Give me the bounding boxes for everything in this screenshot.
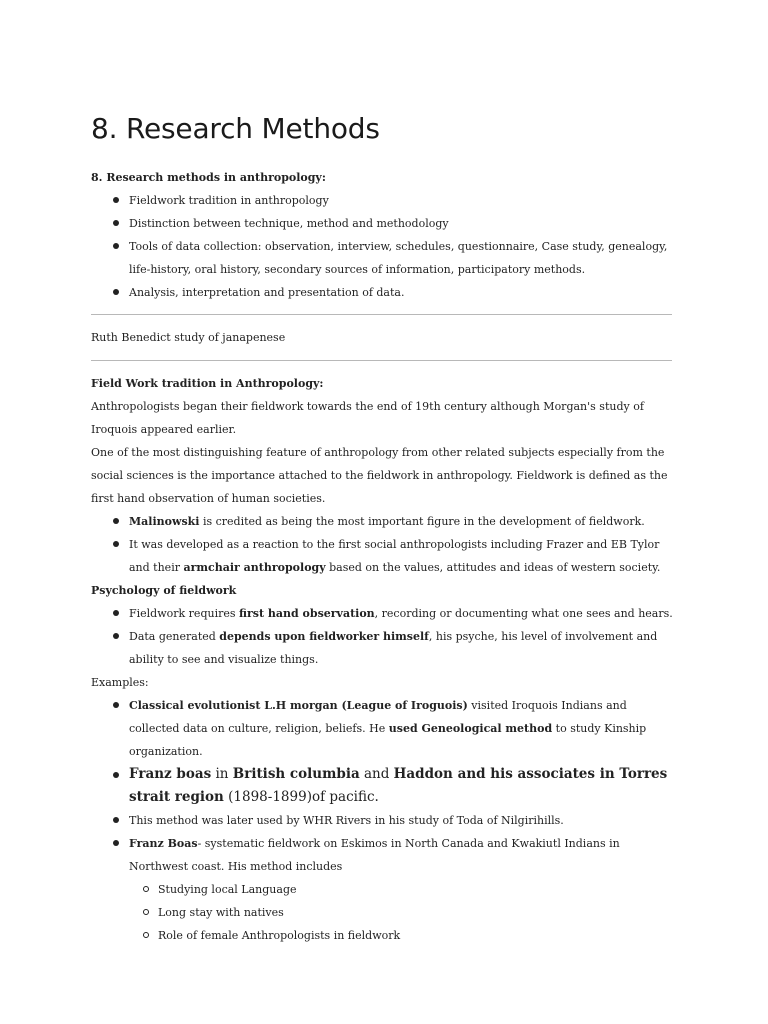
fieldwork-paragraph: Anthropologists began their fieldwork towards the end of 19th century although Morgan's study of Iroquois appeared earlier. <box>91 400 644 436</box>
example-item: This method was later used by WHR Rivers in his study of Toda of Nilgirihills. <box>91 809 676 832</box>
fieldwork-list <box>91 510 676 579</box>
psychology-list <box>91 602 676 671</box>
divider <box>91 360 672 361</box>
psychology-bullet <box>91 625 676 671</box>
syllabus-section <box>91 166 676 304</box>
bullet-text: and <box>359 766 394 782</box>
bullet-text: based on the values, attitudes and ideas of western society. <box>325 561 661 574</box>
bold-term: Haddon and his associates in Torres strait region <box>129 766 668 805</box>
page-title: 8. Research Methods <box>91 112 380 145</box>
fieldwork-paragraph: One of the most distinguishing feature of anthropology from other related subjects especially from the social sciences is the importance attached to the fieldwork in anthropology. Fieldwork is defined as the first hand observation of human societies. <box>91 446 668 505</box>
bullet-text: - systematic fieldwork on Eskimos in North Canada and Kwakiutl Indians in Northwest coast. His method includes <box>129 837 620 873</box>
bold-term: used Geneological method <box>388 722 553 735</box>
method-subitem: Studying local Language <box>91 878 676 901</box>
bullet-text: Data generated <box>129 630 220 643</box>
bullet-text: , recording or documenting what one sees and hears. <box>374 607 673 620</box>
fieldwork-heading: Field Work tradition in Anthropology: <box>91 377 324 390</box>
note-section <box>91 326 676 349</box>
bullet-text: , his psyche, his level of involvement and ability to see and visualize things. <box>129 630 658 666</box>
bold-term: Franz Boas <box>129 837 198 850</box>
bold-term: Classical evolutionist L.H morgan (League of Iroguois) <box>129 699 468 712</box>
bullet-text: It was developed as a reaction to the first social anthropologists including Frazer and EB Tylor and their <box>129 538 660 574</box>
fieldwork-section <box>91 372 676 947</box>
bold-term: armchair anthropology <box>183 561 326 574</box>
bold-term: Malinowski <box>129 515 200 528</box>
psychology-bullet <box>91 602 676 625</box>
fieldwork-bullet <box>91 533 676 579</box>
method-sublist <box>91 878 676 947</box>
syllabus-list <box>91 189 676 304</box>
bold-term: first hand observation <box>239 607 375 620</box>
divider <box>91 314 672 315</box>
syllabus-item: Analysis, interpretation and presentation of data. <box>91 281 676 304</box>
fieldwork-bullet <box>91 510 676 533</box>
bold-term: Franz boas <box>129 766 212 782</box>
method-subitem: Long stay with natives <box>91 901 676 924</box>
syllabus-item: Distinction between technique, method and methodology <box>91 212 676 235</box>
bold-term: British columbia <box>232 766 360 782</box>
syllabus-item: Fieldwork tradition in anthropology <box>91 189 676 212</box>
examples-list <box>91 694 676 878</box>
method-subitem: Role of female Anthropologists in fieldwork <box>91 924 676 947</box>
bullet-text: (1898-1899)of pacific. <box>223 789 379 805</box>
bullet-text: in <box>211 766 233 782</box>
example-item <box>91 763 676 809</box>
bullet-text: visited Iroquois Indians and collected data on culture, religion, beliefs. He <box>129 699 627 735</box>
psychology-heading: Psychology of fieldwork <box>91 584 237 597</box>
syllabus-heading: 8. Research methods in anthropology: <box>91 171 326 184</box>
note-text: Ruth Benedict study of janapenese <box>91 331 286 344</box>
bullet-text: to study Kinship organization. <box>129 722 647 758</box>
examples-label: Examples: <box>91 676 149 689</box>
syllabus-item: Tools of data collection: observation, interview, schedules, questionnaire, Case study, genealogy, life-history, oral history, secondary sources of information, participatory methods. <box>91 235 676 281</box>
example-item <box>91 832 676 878</box>
example-item <box>91 694 676 763</box>
bullet-text: is credited as being the most important figure in the development of fieldwork. <box>199 515 645 528</box>
bold-term: depends upon fieldworker himself <box>219 630 429 643</box>
bullet-text: Fieldwork requires <box>129 607 239 620</box>
